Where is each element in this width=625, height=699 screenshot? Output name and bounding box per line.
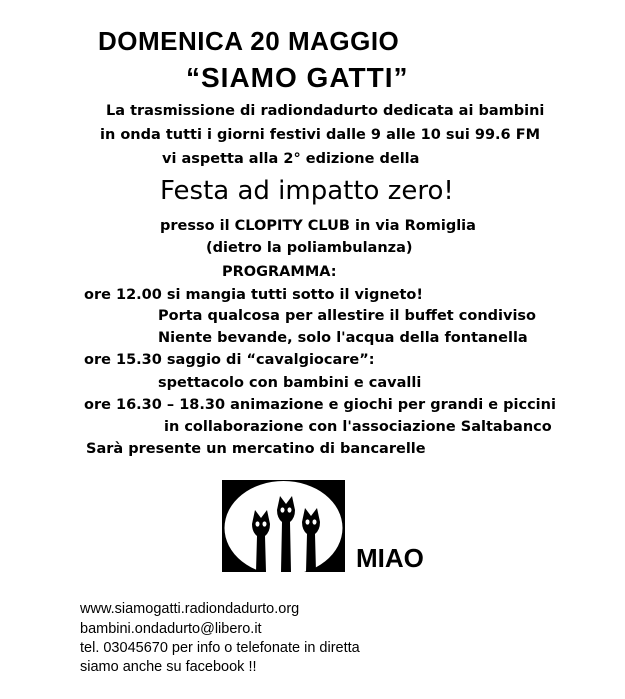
venue-line: presso il CLOPITY CLUB in via Romiglia	[160, 218, 476, 234]
phone-text: tel. 03045670 per info o telefonate in diretta	[80, 640, 360, 656]
email-text: bambini.ondadurto@libero.it	[80, 621, 262, 637]
intro-line-2: in onda tutti i giorni festivi dalle 9 alle 10 sui 99.6 FM	[100, 127, 541, 143]
program-line: Porta qualcosa per allestire il buffet condiviso	[158, 308, 537, 324]
facebook-text: siamo anche su facebook !!	[80, 659, 257, 675]
program-line: in collaborazione con l'associazione Saltabanco	[164, 419, 552, 435]
venue-note: (dietro la poliambulanza)	[206, 240, 413, 256]
program-line: ore 15.30 saggio di “cavalgiocare”:	[84, 352, 375, 368]
three-cats-logo-icon	[222, 480, 345, 572]
program-line: ore 12.00 si mangia tutti sotto il vigneto!	[84, 287, 424, 303]
website-text: www.siamogatti.radiondadurto.org	[80, 601, 300, 617]
program-line: ore 16.30 – 18.30 animazione e giochi per grandi e piccini	[84, 397, 556, 413]
program-line: Niente bevande, solo l'acqua della fontanella	[158, 330, 528, 346]
intro-line-1: La trasmissione di radiondadurto dedicata ai bambini	[106, 103, 545, 119]
program-heading: PROGRAMMA:	[222, 264, 337, 280]
intro-line-3: vi aspetta alla 2° edizione della	[162, 151, 420, 167]
event-date: DOMENICA 20 MAGGIO	[98, 26, 400, 56]
program-line: Sarà presente un mercatino di bancarelle	[86, 441, 426, 457]
show-name: “SIAMO GATTI”	[186, 62, 409, 93]
logo-caption: MIAO	[356, 543, 424, 573]
program-line: spettacolo con bambini e cavalli	[158, 375, 422, 391]
event-title: Festa ad impatto zero!	[160, 176, 454, 206]
